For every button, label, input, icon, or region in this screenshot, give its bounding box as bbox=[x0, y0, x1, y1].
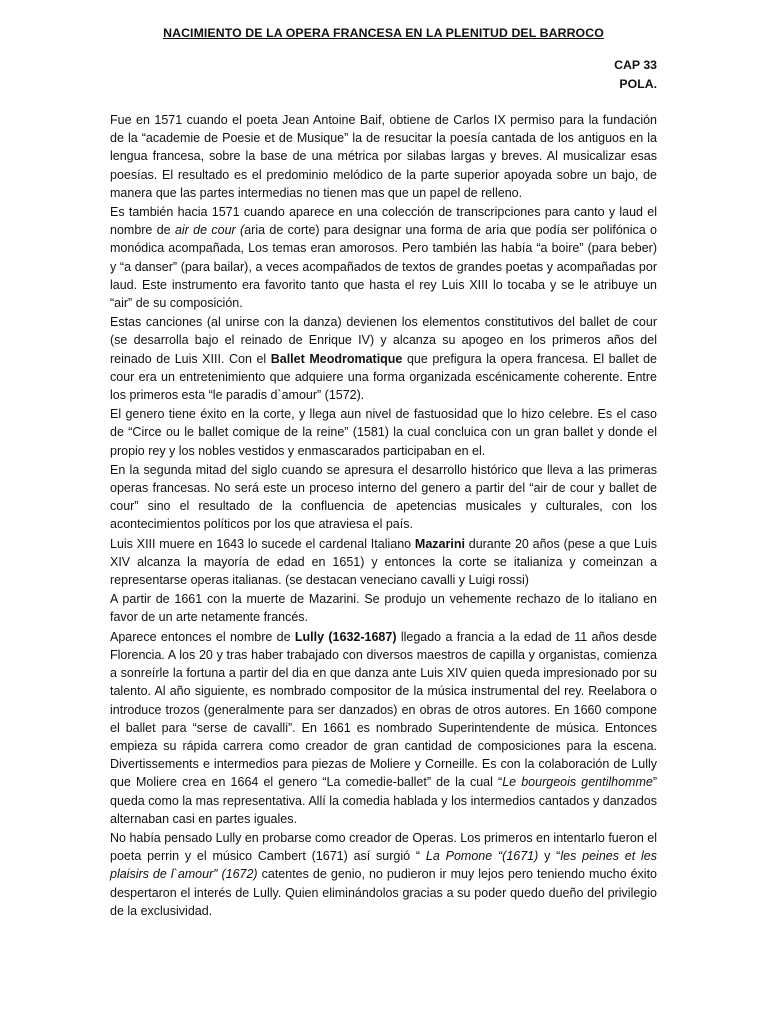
paragraph-ballet-de-cour: Estas canciones (al unirse con la danza) devienen los elementos constitutivos del ballet de cour (se desarrolla bajo el reinado de Enrique IV) y alcanza su apogeo en los primeros años del reinado de Luis XIII. Con el Ballet Meodromatique que prefigura la opera francesa. El ballet de cour era un entretenimiento que adquiere una forma organizada escénicamente coherente. Entre los primeros esta “le paradis d`amour” (1572). bbox=[110, 315, 657, 403]
author-label: POLA. bbox=[619, 77, 657, 91]
document-page bbox=[110, 26, 657, 921]
paragraph-segunda-mitad: En la segunda mitad del siglo cuando se apresura el desarrollo histórico que lleva a las primeras operas francesas. No será este un proceso interno del genero a partir del “air de cour y ballet de cour” sino el resultado de la confluencia de apetencias musicales y culturales, con los acontecimientos políticos por los que atraviesa el país. bbox=[110, 462, 657, 532]
paragraph-circe: El genero tiene éxito en la corte, y llega aun nivel de fastuosidad que lo hizo celebre. Es el caso de “Circe ou le ballet comique de la reine” (1581) la cual concluica con un gran ballet y donde el propio rey y los nobles vestidos y enmascarados participaban en el. bbox=[110, 407, 657, 458]
paragraph-air-de-cour: Es también hacia 1571 cuando aparece en una colección de transcripciones para canto y laud el nombre de air de cour (aria de corte) para designar una forma de aria que podía ser polifónica o monódica acompañada, Los temas eran amorosos. Pero también las había “a boire” (para beber) y “a danser” (para bailar), a veces acompañados de textos de grandes poetas y acompañadas por laud. Este instrumento era favorito tanto que hasta el rey Luis XIII lo tocaba y se le atribuye un “air” de su composición. bbox=[110, 205, 657, 311]
paragraph-baif: Fue en 1571 cuando el poeta Jean Antoine Baif, obtiene de Carlos IX permiso para la fundación de la “academie de Poesie et de Musique” la de resucitar la poesía cantada de los antiguos en la lengua francesa, sobre la base de una métrica por silabas largas y breves. Al musicalizar esas poesías. El resultado es el predominio melódico de la parte superior apoyada sobre un bajo, de manera que las partes intermedias no tienen mas que un papel de relleno. bbox=[110, 113, 657, 200]
document-body bbox=[110, 111, 657, 920]
chapter-label: CAP 33 bbox=[614, 58, 657, 72]
paragraph-mazarini: Luis XIII muere en 1643 lo sucede el cardenal Italiano Mazarini durante 20 años (pese a que Luis XIV alcanza la mayoría de edad en 1651) y entonces la corte se italianiza y comeinzan a representarse operas italianas. (se destacan veneciano cavalli y Luigi rossi) bbox=[110, 536, 657, 588]
header-block bbox=[110, 56, 657, 94]
paragraph-operas: No había pensado Lully en probarse como creador de Operas. Los primeros en intentarlo fueron el poeta perrin y el músico Cambert (1671) así surgió “ La Pomone “(1671) y “les peines et les plaisirs de l`amour” (1672) catentes de genio, no pudieron ir muy lejos pero teniendo mucho éxito despertaron el interés de Lully. Quien eliminándolos gracias a su poder quedo dueño del privilegio de la exclusividad. bbox=[110, 830, 658, 918]
paragraph-1661: A partir de 1661 con la muerte de Mazarini. Se produjo un vehemente rechazo de lo italiano en favor de un arte netamente francés. bbox=[110, 592, 657, 625]
paragraph-lully: Aparece entonces el nombre de Lully (1632-1687) llegado a francia a la edad de 11 años desde Florencia. A los 20 y tras haber trabajado con diversos maestros de capilla y organistas, comienza a sonreírle la fortuna a partir del dia en que danza ante Luis XIV quien queda impresionado por su talento. Al año siguiente, es nombrado compositor de la música instrumental del rey. Reelabora o introduce trozos (generalmente para ser danzados) en obras de otros autores. En 1660 compone el ballet para “serse de cavalli”. En 1661 es nombrado Superintendente de música. Entonces empieza su rápida carrera como creador de gran cantidad de composiciones para la escena. Divertissements e intermedios para piezas de Moliere y Corneille. Es con la colaboración de Lully que Moliere crea en 1664 el genero “La comedie-ballet” de la cual “Le bourgeois gentilhomme” queda como la mas representativa. Allí la comedia hablada y los intermedios cantados y danzados alternaban casi en partes iguales. bbox=[110, 629, 658, 826]
document-title: NACIMIENTO DE LA OPERA FRANCESA EN LA PLENITUD DEL BARROCO bbox=[163, 26, 604, 40]
